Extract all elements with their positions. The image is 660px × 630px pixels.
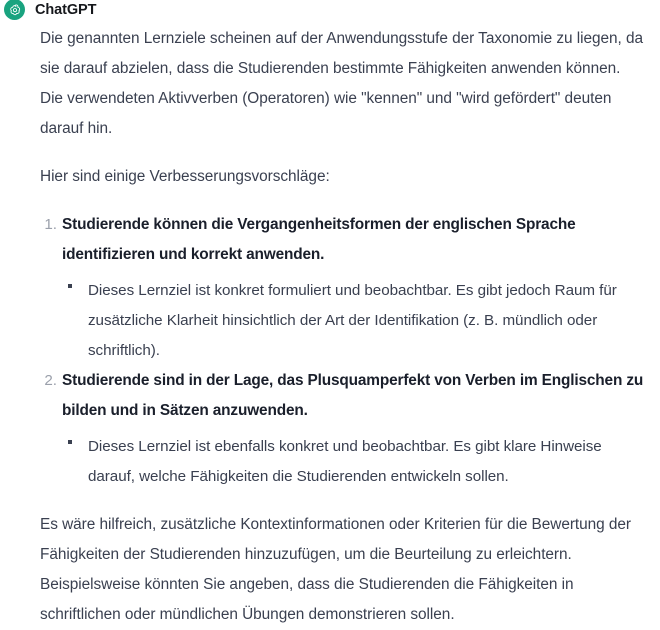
list-item bbox=[62, 432, 646, 492]
bullet-icon bbox=[68, 440, 72, 444]
list-marker: 2. bbox=[44, 372, 57, 389]
closing-paragraph: Es wäre hilfreich, zusätzliche Kontextinformationen oder Kriterien für die Bewertung der Fähigkeiten der Studierenden hinzuzufügen, um die Beurteilung zu erleichtern. Beispielsweise könnten Sie angeben, dass die Studierenden die Fähigkeiten in schriftlichen oder mündlichen Übungen demonstrieren sollen. bbox=[40, 516, 632, 623]
suggestion-list bbox=[40, 210, 646, 492]
message-body bbox=[40, 24, 646, 630]
note-text: Dieses Lernziel ist konkret formuliert und beobachtbar. Es gibt jedoch Raum für zusätzliche Klarheit hinsichtlich der Art der Identifikation (z. B. mündlich oder schriftlich). bbox=[88, 282, 617, 359]
openai-logo-icon bbox=[4, 0, 25, 20]
spacer bbox=[40, 492, 646, 510]
message-header bbox=[0, 0, 646, 22]
list-item bbox=[40, 210, 646, 366]
list-item bbox=[62, 276, 646, 366]
lead-in-paragraph: Hier sind einige Verbesserungsvorschläge: bbox=[40, 168, 330, 185]
message-author: ChatGPT bbox=[35, 2, 97, 18]
note-text: Dieses Lernziel ist ebenfalls konkret und beobachtbar. Es gibt klare Hinweise darauf, welche Fähigkeiten die Studierenden entwickeln sollen. bbox=[88, 438, 602, 485]
suggestion-notes bbox=[62, 432, 646, 492]
spacer bbox=[40, 192, 646, 210]
suggestion-heading: Studierende können die Vergangenheitsformen der englischen Sprache identifizieren und korrekt anwenden. bbox=[62, 216, 576, 263]
list-marker: 1. bbox=[44, 216, 57, 233]
suggestion-notes bbox=[62, 276, 646, 366]
intro-paragraph: Die genannten Lernziele scheinen auf der Anwendungsstufe der Taxonomie zu liegen, da sie darauf abzielen, dass die Studierenden bestimmte Fähigkeiten anwenden können. Die verwendeten Aktivverben (Operatoren) wie "kennen" und "wird gefördert" deuten darauf hin. bbox=[40, 30, 644, 137]
bullet-icon bbox=[68, 284, 72, 288]
spacer bbox=[40, 144, 646, 162]
list-item bbox=[40, 366, 646, 492]
suggestion-heading: Studierende sind in der Lage, das Plusquamperfekt von Verben im Englischen zu bilden und in Sätzen anzuwenden. bbox=[62, 372, 644, 419]
